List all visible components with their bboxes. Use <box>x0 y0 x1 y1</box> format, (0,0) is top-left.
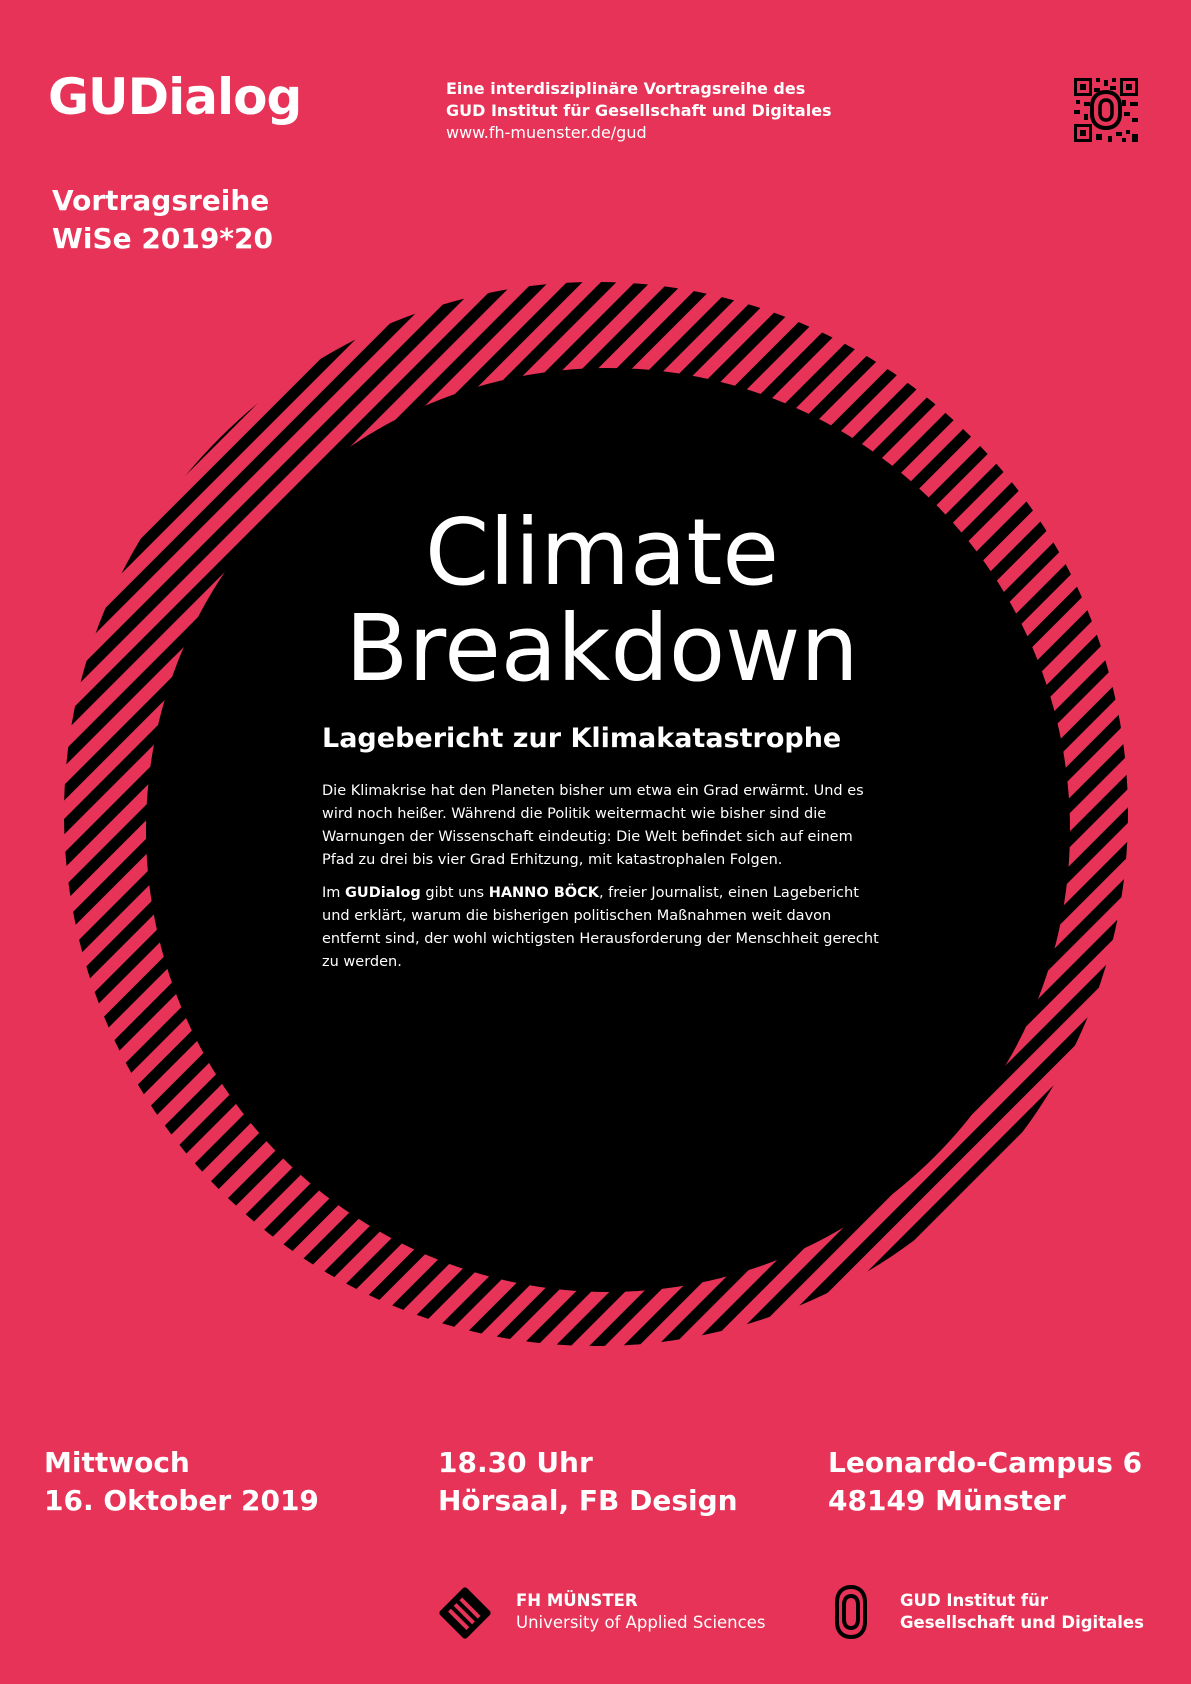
p2-prefix: Im <box>322 885 346 901</box>
series-label <box>52 182 273 258</box>
tagline-line-2: GUD Institut für Gesellschaft und Digitales <box>446 101 832 120</box>
gudialog-logo: GUDialog <box>48 68 302 126</box>
p2-brand: GUDialog <box>345 885 421 901</box>
main-content <box>322 499 882 974</box>
speaker-name: HANNO BÖCK <box>488 885 599 901</box>
event-full-date: 16. Oktober 2019 <box>44 1484 319 1517</box>
title-line-2: Breakdown <box>345 595 859 702</box>
series-line-2: WiSe 2019*20 <box>52 222 273 255</box>
event-city: 48149 Münster <box>828 1484 1066 1517</box>
event-start-time: 18.30 Uhr <box>438 1446 593 1479</box>
event-time <box>438 1444 738 1520</box>
gud-logo-icon <box>834 1584 868 1640</box>
website-link[interactable]: www.fh-muenster.de/gud <box>446 123 647 142</box>
gud-line-1: GUD Institut für <box>900 1591 1048 1610</box>
gud-line-2: Gesellschaft und Digitales <box>900 1613 1144 1632</box>
gud-institute-text <box>900 1590 1144 1634</box>
description-paragraph-2 <box>322 882 882 974</box>
qr-code-icon <box>1074 78 1138 142</box>
fh-muenster-text <box>516 1590 765 1634</box>
event-title <box>322 499 882 702</box>
tagline-line-1: Eine interdisziplinäre Vortragsreihe des <box>446 79 806 98</box>
fh-muenster-logo-icon <box>438 1586 492 1640</box>
event-room: Hörsaal, FB Design <box>438 1484 738 1517</box>
event-day: Mittwoch <box>44 1446 190 1479</box>
fh-name: FH MÜNSTER <box>516 1591 638 1610</box>
p2-mid: gibt uns <box>420 885 489 901</box>
event-date <box>44 1444 319 1520</box>
title-line-1: Climate <box>424 499 780 606</box>
series-line-1: Vortragsreihe <box>52 184 270 217</box>
header-tagline <box>446 78 832 144</box>
description-paragraph-1: Die Klimakrise hat den Planeten bisher um etwa ein Grad erwärmt. Und es wird noch heißer. Während die Politik weitermacht wie bisher sind die Warnungen der Wissenschaft eindeutig: Die Welt befindet sich auf einem Pfad zu drei bis vier Grad Erhitzung, mit katastrophalen Folgen. <box>322 783 864 868</box>
fh-subtitle: University of Applied Sciences <box>516 1613 766 1632</box>
event-street: Leonardo-Campus 6 <box>828 1446 1143 1479</box>
event-subtitle: Lagebericht zur Klimakatastrophe <box>322 723 842 754</box>
event-location <box>828 1444 1142 1520</box>
p2-rest: , freier Journalist, einen Lagebericht und erklärt, warum die bisherigen politischen Maßnahmen weit davon entfernt sind, der wohl wichtigsten Herausforderung der Menschheit gerecht zu werden. <box>322 885 879 970</box>
